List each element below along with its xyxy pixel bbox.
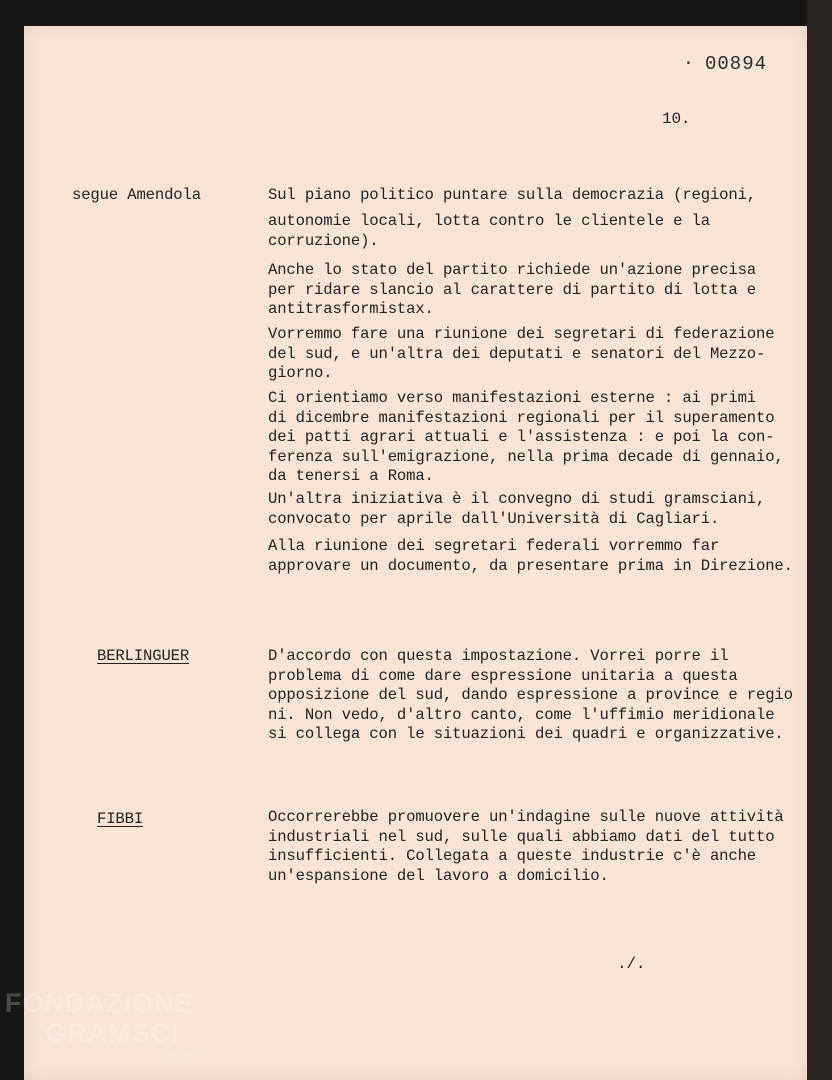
watermark-line-2: GRAMSCI — [45, 1018, 180, 1048]
watermark-line-3: onlus — [168, 1050, 197, 1061]
paragraph: Un'altra iniziativa è il convegno di studi gramsciani, convocato per aprile dall'Università di Cagliari. — [268, 490, 766, 528]
document-number: 00894 — [705, 53, 768, 75]
page-number: 10. — [662, 110, 691, 128]
paragraph: Ci orientiamo verso manifestazioni esterne : ai primi di dicembre manifestazioni regionali per il superamento dei patti agrari attuali e l'assistenza : e poi la con- ferenza sull'emigrazione, nella prima decade di gennaio, da tenersi a Roma. — [268, 389, 784, 485]
paragraph: Occorrerebbe promuovere un'indagine sulle nuove attività industriali nel sud, sulle quali abbiamo dati del tutto insufficienti. Collegata a queste industrie c'è anche un'espansione del lavoro a domicilio. — [268, 808, 784, 885]
paragraph: Vorremmo fare una riunione dei segretari di federazione del sud, e un'altra dei deputati e senatori del Mezzo- giorno. — [268, 325, 775, 382]
stamp-dot: · — [683, 54, 694, 74]
paragraph: D'accordo con questa impostazione. Vorrei porre il problema di come dare espressione unitaria a questa opposizione del sud, dando espressione a province e regio ni. Non vedo, d'altro canto, come l'uffimio meridionale si collega con le situazioni dei quadri e organizzative. — [268, 647, 793, 743]
watermark-line-1: FONDAZIONE — [5, 988, 194, 1018]
paragraph: autonomie locali, lotta contro le clientele e la corruzione). — [268, 212, 710, 250]
scan-border — [807, 0, 832, 1080]
speaker-amendola: segue Amendola — [72, 186, 201, 204]
paragraph: Sul piano politico puntare sulla democrazia (regioni, — [268, 186, 757, 204]
continuation-mark: ./. — [617, 955, 646, 973]
speaker-berlinguer: BERLINGUER — [97, 647, 190, 665]
paragraph: Alla riunione dei segretari federali vorremmo far approvare un documento, da presentare prima in Direzione. — [268, 537, 793, 575]
paragraph: Anche lo stato del partito richiede un'azione precisa per ridare slancio al carattere di partito di lotta e antitrasformistax. — [268, 261, 757, 318]
speaker-fibbi: FIBBI — [97, 810, 144, 828]
